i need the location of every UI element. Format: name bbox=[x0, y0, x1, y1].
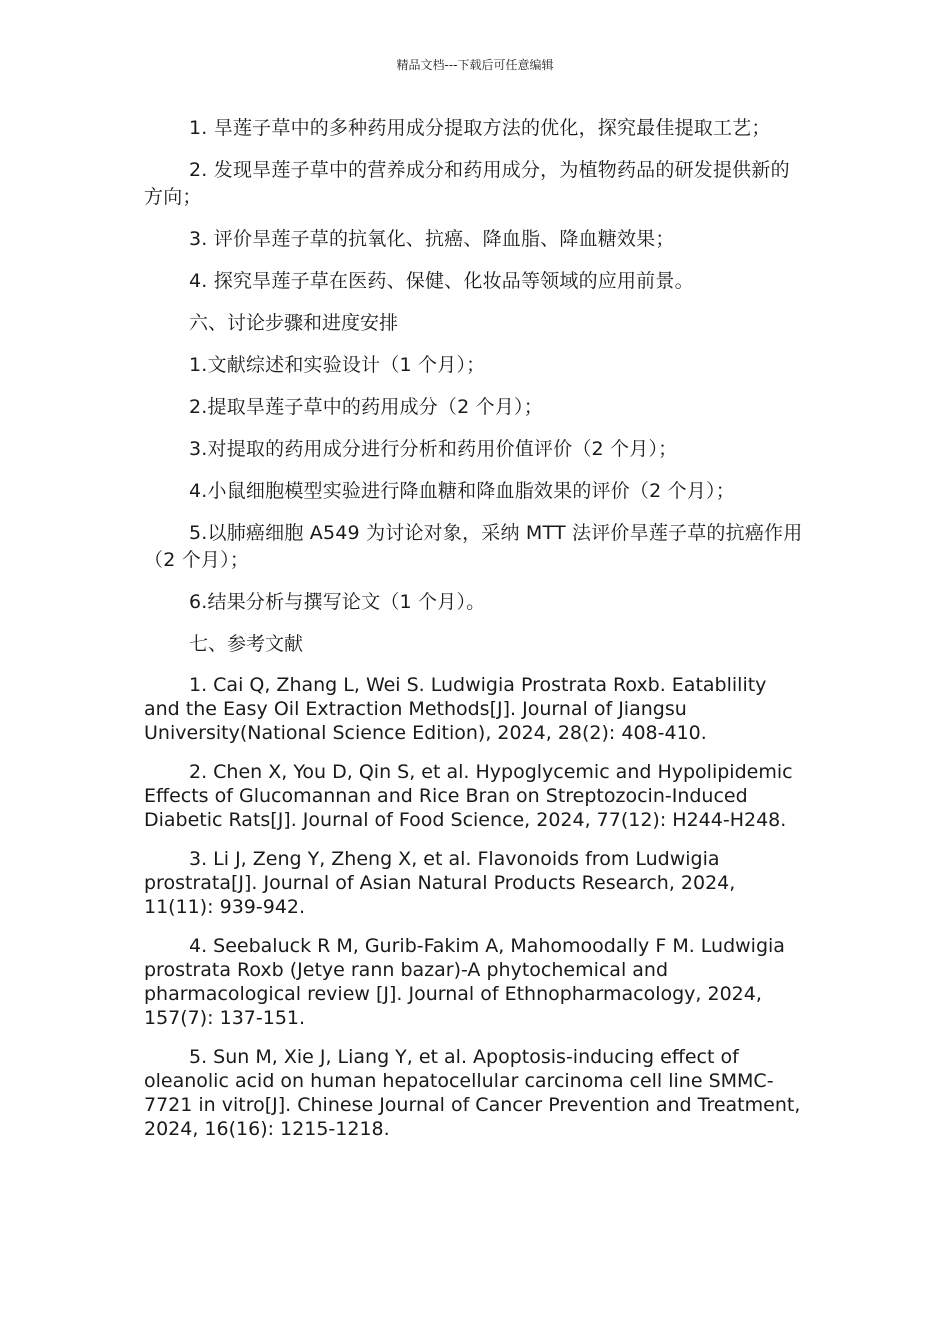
schedule-step: 2.提取旱莲子草中的药用成分（2 个月）； bbox=[189, 396, 543, 418]
section-heading-schedule: 六、讨论步骤和进度安排 bbox=[189, 312, 399, 334]
reference-item: 1. Cai Q, Zhang L, Wei S. Ludwigia Prostrata Roxb. Eatablility and the Easy Oil Extraction Methods[J]. Journal of Jiangsu University(National Science Edition), 2024, 28(2): 408-410. bbox=[144, 674, 767, 744]
document-body bbox=[144, 115, 804, 1156]
objective-item: 3. 评价旱莲子草的抗氧化、抗癌、降血脂、降血糖效果； bbox=[189, 228, 675, 250]
reference-item: 2. Chen X, You D, Qin S, et al. Hypoglycemic and Hypolipidemic Effects of Glucomannan and Rice Bran on Streptozocin-Induced Diabetic Rats[J]. Journal of Food Science, 2024, 77(12): H244-H248. bbox=[144, 761, 793, 831]
schedule-step: 6.结果分析与撰写论文（1 个月）。 bbox=[189, 591, 486, 613]
schedule-step: 4.小鼠细胞模型实验进行降血糖和降血脂效果的评价（2 个月）； bbox=[189, 480, 735, 502]
objective-item: 4. 探究旱莲子草在医药、保健、化妆品等领域的应用前景。 bbox=[189, 270, 694, 292]
schedule-step: 1.文献综述和实验设计（1 个月）； bbox=[189, 354, 486, 376]
page-header: 精品文档---下载后可任意编辑 bbox=[396, 58, 554, 72]
reference-item: 3. Li J, Zeng Y, Zheng X, et al. Flavonoids from Ludwigia prostrata[J]. Journal of Asian Natural Products Research, 2024, 11(11): 939-942. bbox=[144, 848, 736, 918]
reference-item: 4. Seebaluck R M, Gurib-Fakim A, Mahomoodally F M. Ludwigia prostrata Roxb (Jetye rann bazar)-A phytochemical and pharmacological review [J]. Journal of Ethnopharmacology, 2024, 157(7): 137-151. bbox=[144, 935, 785, 1029]
schedule-step: 5.以肺癌细胞 A549 为讨论对象，采纳 MTT 法评价旱莲子草的抗癌作用（2 个月）； bbox=[144, 522, 803, 571]
objective-item: 2. 发现旱莲子草中的营养成分和药用成分，为植物药品的研发提供新的方向； bbox=[144, 159, 790, 208]
objective-item: 1. 旱莲子草中的多种药用成分提取方法的优化，探究最佳提取工艺； bbox=[189, 117, 771, 139]
section-heading-references: 七、参考文献 bbox=[189, 633, 304, 655]
schedule-step: 3.对提取的药用成分进行分析和药用价值评价（2 个月）； bbox=[189, 438, 678, 460]
reference-item: 5. Sun M, Xie J, Liang Y, et al. Apoptosis-inducing effect of oleanolic acid on human hepatocellular carcinoma cell line SMMC-7721 in vitro[J]. Chinese Journal of Cancer Prevention and Treatment, 2024, 16(16): 1215-1218. bbox=[144, 1046, 801, 1140]
